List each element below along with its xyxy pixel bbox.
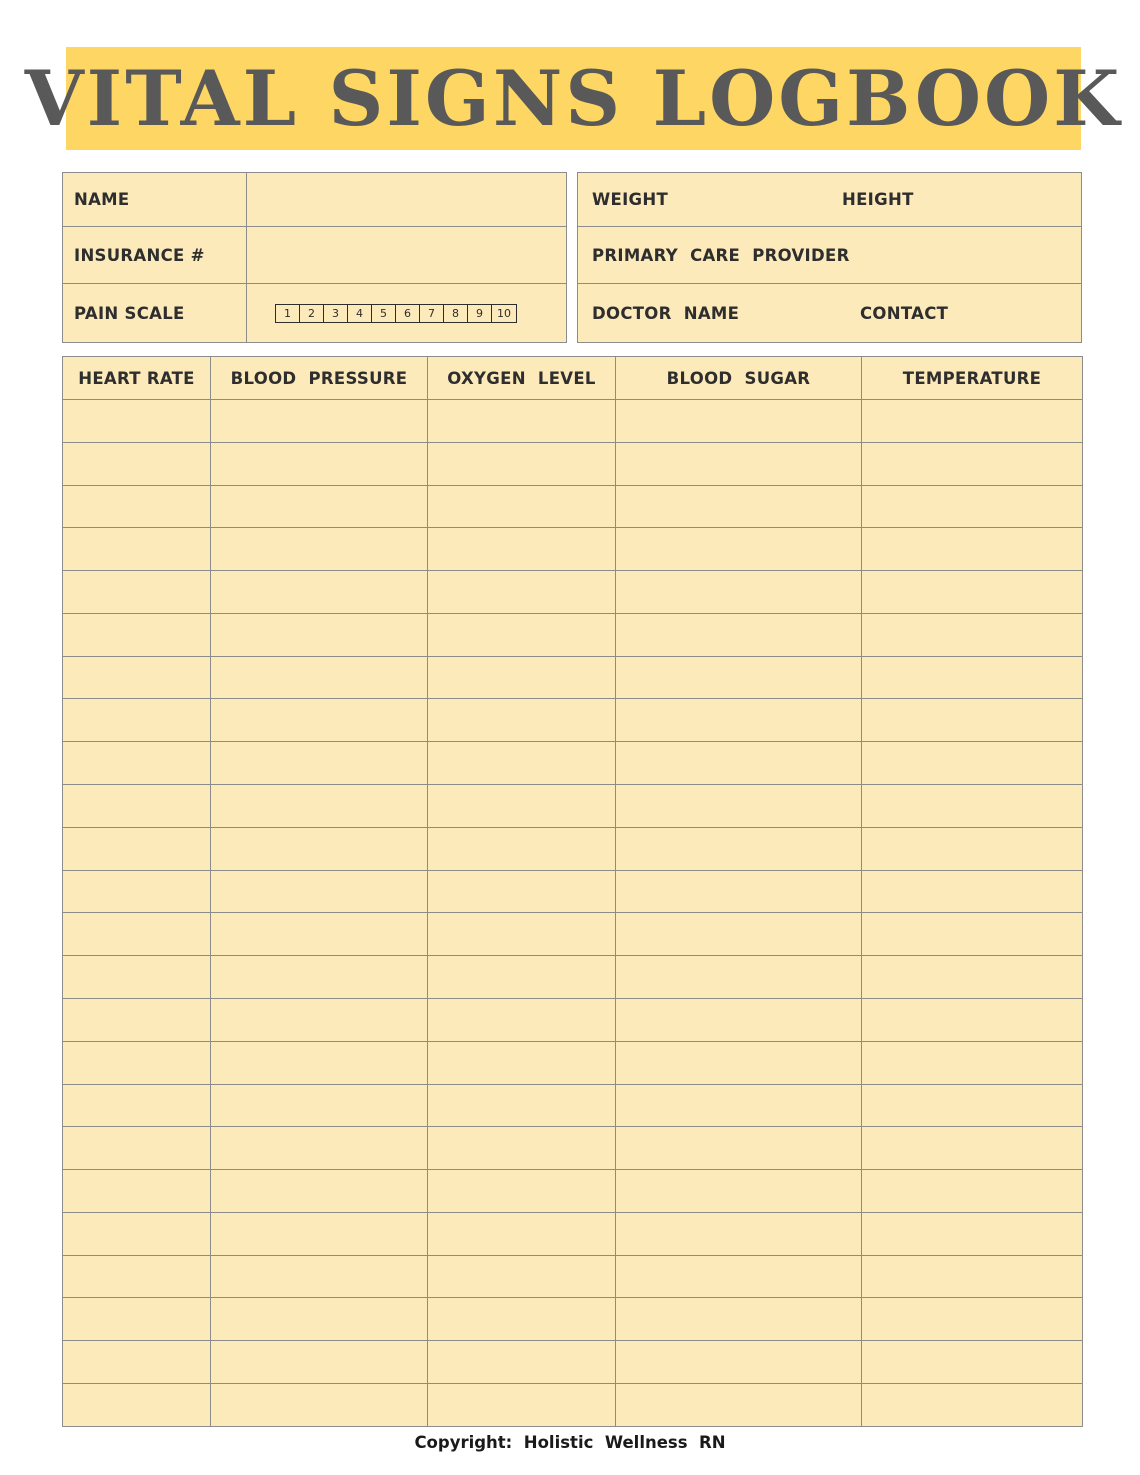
log-cell[interactable] (616, 1170, 862, 1213)
log-cell[interactable] (616, 1212, 862, 1255)
log-cell[interactable] (862, 998, 1083, 1041)
log-cell[interactable] (211, 400, 428, 443)
care-info-box (577, 172, 1082, 343)
table-row (63, 1212, 1083, 1255)
log-cell[interactable] (428, 998, 616, 1041)
log-cell[interactable] (63, 528, 211, 571)
column-header: HEART RATE (63, 357, 211, 400)
log-cell[interactable] (211, 1127, 428, 1170)
insurance-label: INSURANCE # (74, 245, 205, 265)
log-cell[interactable] (862, 400, 1083, 443)
table-row (63, 1084, 1083, 1127)
name-label: NAME (74, 190, 130, 209)
log-cell[interactable] (862, 699, 1083, 742)
pain-scale-box[interactable]: 1 (276, 305, 300, 322)
pain-scale-box[interactable]: 6 (396, 305, 420, 322)
log-cell[interactable] (616, 742, 862, 785)
log-cell[interactable] (428, 1084, 616, 1127)
name-row (63, 173, 566, 227)
table-row (63, 699, 1083, 742)
log-cell[interactable] (63, 827, 211, 870)
log-cell[interactable] (63, 1084, 211, 1127)
log-cell[interactable] (211, 571, 428, 614)
log-cell[interactable] (211, 1383, 428, 1426)
log-cell[interactable] (211, 1084, 428, 1127)
log-cell[interactable] (616, 785, 862, 828)
log-cell[interactable] (63, 1127, 211, 1170)
log-cell[interactable] (211, 442, 428, 485)
vitals-log-table (62, 356, 1083, 1427)
table-row (63, 656, 1083, 699)
title-banner (24, 47, 1123, 150)
table-row (63, 998, 1083, 1041)
log-cell[interactable] (862, 571, 1083, 614)
patient-info-box (62, 172, 567, 343)
log-cell[interactable] (211, 785, 428, 828)
pain-scale-box[interactable]: 4 (348, 305, 372, 322)
log-cell[interactable] (616, 1255, 862, 1298)
log-cell[interactable] (428, 400, 616, 443)
log-cell[interactable] (616, 1084, 862, 1127)
provider-label: PRIMARY CARE PROVIDER (592, 245, 850, 265)
log-cell[interactable] (211, 528, 428, 571)
table-row (63, 613, 1083, 656)
log-cell[interactable] (211, 1298, 428, 1341)
log-cell[interactable] (63, 656, 211, 699)
log-cell[interactable] (428, 1212, 616, 1255)
log-cell[interactable] (211, 1212, 428, 1255)
log-cell[interactable] (211, 1170, 428, 1213)
log-cell[interactable] (862, 827, 1083, 870)
table-row (63, 1127, 1083, 1170)
log-cell[interactable] (63, 1170, 211, 1213)
log-cell[interactable] (428, 1127, 616, 1170)
log-cell[interactable] (616, 699, 862, 742)
log-cell[interactable] (63, 785, 211, 828)
table-row (63, 870, 1083, 913)
log-cell[interactable] (616, 442, 862, 485)
log-cell[interactable] (616, 870, 862, 913)
log-cell[interactable] (616, 956, 862, 999)
log-cell[interactable] (211, 699, 428, 742)
log-cell[interactable] (211, 656, 428, 699)
table-row (63, 1341, 1083, 1384)
table-row (63, 442, 1083, 485)
log-cell[interactable] (211, 913, 428, 956)
pain-scale-box[interactable]: 8 (444, 305, 468, 322)
log-cell[interactable] (862, 956, 1083, 999)
log-cell[interactable] (428, 870, 616, 913)
log-cell[interactable] (211, 1255, 428, 1298)
log-cell[interactable] (428, 827, 616, 870)
log-cell[interactable] (428, 528, 616, 571)
log-cell[interactable] (63, 613, 211, 656)
log-cell[interactable] (616, 571, 862, 614)
log-cell[interactable] (428, 742, 616, 785)
log-cell[interactable] (428, 485, 616, 528)
log-cell[interactable] (616, 528, 862, 571)
log-cell[interactable] (428, 956, 616, 999)
table-row (63, 1255, 1083, 1298)
log-cell[interactable] (63, 485, 211, 528)
log-cell[interactable] (616, 1041, 862, 1084)
log-cell[interactable] (616, 400, 862, 443)
pain-scale-box[interactable]: 9 (468, 305, 492, 322)
log-cell[interactable] (616, 1341, 862, 1384)
log-cell[interactable] (211, 1341, 428, 1384)
log-cell[interactable] (63, 870, 211, 913)
log-cell[interactable] (862, 785, 1083, 828)
table-row (63, 913, 1083, 956)
pain-scale-box[interactable]: 2 (300, 305, 324, 322)
log-cell[interactable] (211, 827, 428, 870)
log-cell[interactable] (862, 656, 1083, 699)
log-cell[interactable] (63, 571, 211, 614)
provider-row[interactable] (578, 227, 1081, 284)
pain-scale-box[interactable]: 3 (324, 305, 348, 322)
log-cell[interactable] (428, 1170, 616, 1213)
pain-scale-box[interactable]: 5 (372, 305, 396, 322)
table-row (63, 1170, 1083, 1213)
log-cell[interactable] (862, 1170, 1083, 1213)
log-cell[interactable] (862, 1255, 1083, 1298)
log-cell[interactable] (63, 998, 211, 1041)
log-cell[interactable] (428, 1041, 616, 1084)
log-cell[interactable] (63, 742, 211, 785)
log-cell[interactable] (63, 1041, 211, 1084)
table-row (63, 1041, 1083, 1084)
pain-scale-label: PAIN SCALE (74, 303, 185, 323)
log-cell[interactable] (428, 656, 616, 699)
log-cell[interactable] (862, 1341, 1083, 1384)
table-row (63, 571, 1083, 614)
log-cell[interactable] (616, 613, 862, 656)
log-cell[interactable] (428, 785, 616, 828)
log-cell[interactable] (63, 1341, 211, 1384)
log-cell[interactable] (428, 913, 616, 956)
log-cell[interactable] (211, 956, 428, 999)
log-cell[interactable] (211, 742, 428, 785)
pain-scale-box[interactable]: 7 (420, 305, 444, 322)
log-cell[interactable] (428, 613, 616, 656)
log-cell[interactable] (862, 1127, 1083, 1170)
log-cell[interactable] (616, 913, 862, 956)
log-cell[interactable] (862, 442, 1083, 485)
name-field[interactable] (247, 173, 566, 226)
column-header: OXYGEN LEVEL (428, 357, 616, 400)
log-cell[interactable] (862, 1212, 1083, 1255)
log-cell[interactable] (862, 913, 1083, 956)
insurance-row (63, 227, 566, 284)
table-row (63, 827, 1083, 870)
log-cell[interactable] (63, 956, 211, 999)
table-header-row (63, 357, 1083, 400)
log-cell[interactable] (862, 870, 1083, 913)
log-cell[interactable] (428, 1298, 616, 1341)
log-cell[interactable] (616, 1298, 862, 1341)
log-cell[interactable] (63, 699, 211, 742)
log-cell[interactable] (862, 742, 1083, 785)
height-label: HEIGHT (842, 190, 914, 209)
log-cell[interactable] (63, 1383, 211, 1426)
table-row (63, 400, 1083, 443)
weight-label: WEIGHT (592, 190, 669, 209)
log-cell[interactable] (211, 613, 428, 656)
log-cell[interactable] (63, 1212, 211, 1255)
log-cell[interactable] (211, 998, 428, 1041)
insurance-field[interactable] (247, 227, 566, 283)
log-cell[interactable] (428, 442, 616, 485)
column-header: BLOOD SUGAR (616, 357, 862, 400)
log-cell[interactable] (428, 571, 616, 614)
log-cell[interactable] (63, 442, 211, 485)
doctor-name-label: DOCTOR NAME (592, 303, 740, 323)
log-cell[interactable] (63, 400, 211, 443)
contact-label: CONTACT (860, 303, 949, 323)
log-cell[interactable] (862, 528, 1083, 571)
log-cell[interactable] (862, 1383, 1083, 1426)
log-cell[interactable] (428, 699, 616, 742)
log-cell[interactable] (63, 913, 211, 956)
table-row (63, 742, 1083, 785)
column-header: BLOOD PRESSURE (211, 357, 428, 400)
log-cell[interactable] (211, 1041, 428, 1084)
table-row (63, 785, 1083, 828)
pain-scale-box[interactable]: 10 (497, 306, 511, 320)
log-cell[interactable] (428, 1255, 616, 1298)
log-cell[interactable] (862, 1298, 1083, 1341)
pain-scale (275, 304, 517, 323)
table-row (63, 528, 1083, 571)
log-cell[interactable] (428, 1341, 616, 1384)
log-cell[interactable] (862, 1041, 1083, 1084)
log-cell[interactable] (616, 1383, 862, 1426)
doctor-row[interactable] (578, 284, 1081, 342)
table-row (63, 956, 1083, 999)
table-row (63, 1383, 1083, 1426)
table-row (63, 1298, 1083, 1341)
log-cell[interactable] (616, 998, 862, 1041)
copyright-text: Copyright: Holistic Wellness RN (414, 1433, 726, 1452)
log-cell[interactable] (616, 827, 862, 870)
log-cell[interactable] (63, 1298, 211, 1341)
table-row (63, 485, 1083, 528)
log-cell[interactable] (862, 485, 1083, 528)
log-cell[interactable] (862, 1084, 1083, 1127)
page-title: VITAL SIGNS LOGBOOK (24, 54, 1123, 143)
log-cell[interactable] (862, 613, 1083, 656)
pain-scale-row (63, 284, 566, 342)
log-cell[interactable] (616, 485, 862, 528)
log-cell[interactable] (616, 1127, 862, 1170)
log-cell[interactable] (616, 656, 862, 699)
log-cell[interactable] (428, 1383, 616, 1426)
weight-height-row[interactable] (578, 173, 1081, 227)
column-header: TEMPERATURE (862, 357, 1083, 400)
log-cell[interactable] (211, 870, 428, 913)
log-cell[interactable] (63, 1255, 211, 1298)
log-cell[interactable] (211, 485, 428, 528)
